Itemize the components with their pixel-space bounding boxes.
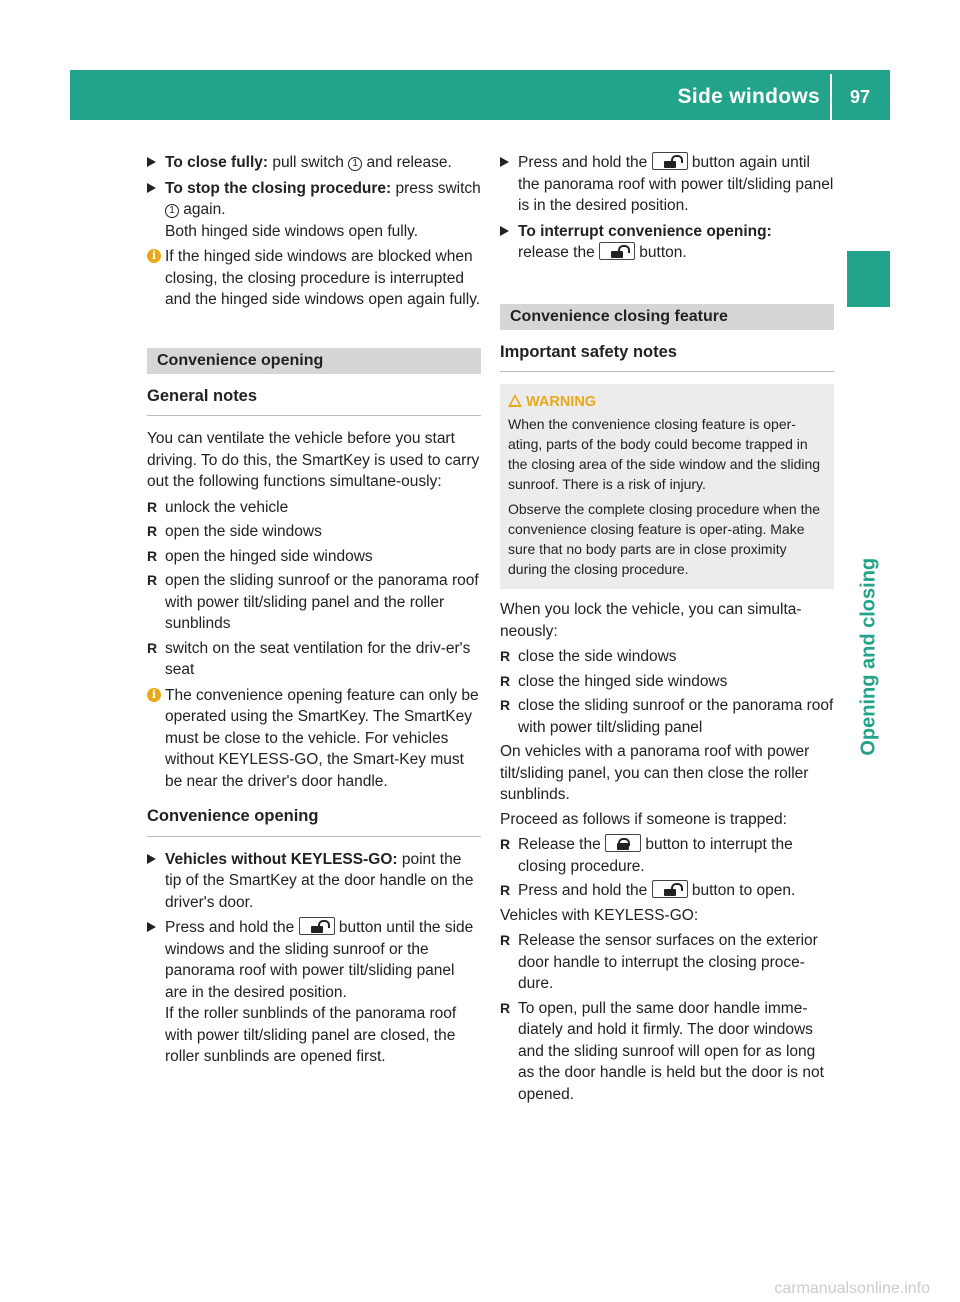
paragraph: Vehicles with KEYLESS-GO: xyxy=(500,906,699,924)
unlock-button-icon xyxy=(599,242,635,260)
info-text: The convenience opening feature can only be operated using the SmartKey. The SmartKey must be close to the vehicle. For vehicles without KEYLESS-GO, the Smart-Key must be near the driver's door handle. xyxy=(165,686,479,790)
step-text: pull switch xyxy=(268,154,349,171)
step-result: If the roller sunblinds of the panorama roof with power tilt/sliding panel are closed, the roller sunblinds are opened first. xyxy=(165,1005,457,1065)
unlock-button-icon xyxy=(299,917,335,935)
switch-number-icon: 1 xyxy=(165,204,179,218)
step-text: press switch xyxy=(391,179,481,197)
lock-button-icon xyxy=(605,834,641,852)
subheading: General notes xyxy=(147,386,481,417)
step-bold: To close fully: xyxy=(165,154,269,171)
header-divider xyxy=(830,74,832,120)
step-text: button until the side windows and the sliding sunroof or the panorama roof with power tilt/sliding panel are in the desired position. xyxy=(165,919,474,1001)
step-bold: Vehicles without KEYLESS-GO: xyxy=(165,850,398,868)
side-tab-marker xyxy=(847,251,890,307)
unlock-button-icon xyxy=(652,880,688,898)
list-item: R close the hinged side windows xyxy=(500,672,728,690)
paragraph: You can ventilate the vehicle before you start driving. To do this, the SmartKey is used to carry out the following functions simultane-ously: xyxy=(147,430,480,490)
info-icon: i xyxy=(147,249,161,263)
list-item: R Release the sensor surfaces on the exterior door handle to interrupt the closing proce-dure. xyxy=(500,932,818,992)
right-column xyxy=(500,152,834,1108)
list-item: R open the hinged side windows xyxy=(147,547,373,565)
warning-title xyxy=(508,392,826,412)
warning-text: Observe the complete closing procedure when the convenience closing feature is oper-ating. Make sure that no body parts are in close proximity during the closing procedure. xyxy=(508,501,821,577)
page-number: 97 xyxy=(849,87,871,107)
left-column xyxy=(147,152,481,1072)
step-text: again. xyxy=(179,201,226,218)
step-close-fully xyxy=(147,152,481,174)
step-text: point the tip of the SmartKey at the door handle on the driver's door. xyxy=(165,850,474,911)
list-item: R close the side windows xyxy=(500,648,677,665)
info-text: If the hinged side windows are blocked when closing, the closing procedure is interrupted and the hinged side windows open again fully. xyxy=(165,248,481,308)
info-note xyxy=(147,246,481,311)
step-bold: To interrupt convenience opening: xyxy=(518,222,772,240)
list-item: R close the sliding sunroof or the panorama roof with power tilt/sliding panel xyxy=(500,697,834,736)
warning-icon xyxy=(508,394,522,407)
step-press-hold xyxy=(147,917,481,1068)
paragraph: When you lock the vehicle, you can simulta-neously: xyxy=(500,601,802,640)
list-item: R open the sliding sunroof or the panorama roof with power tilt/sliding panel and the roller sunblinds xyxy=(147,572,479,632)
step-text: and release. xyxy=(362,154,452,171)
step-text: button. xyxy=(635,244,687,261)
info-icon: i xyxy=(147,688,161,702)
paragraph: Proceed as follows if someone is trapped: xyxy=(500,810,787,828)
step-text: release the xyxy=(518,244,599,261)
step-text: Press and hold the xyxy=(518,154,652,171)
info-note xyxy=(147,685,481,793)
unlock-button-icon xyxy=(652,152,688,170)
list-item: R open the side windows xyxy=(147,523,322,540)
warning-box xyxy=(500,384,834,589)
list-item: R switch on the seat ventilation for the driv-er's seat xyxy=(147,639,471,678)
step-bold: To stop the closing procedure: xyxy=(165,179,392,197)
watermark: carmanualsonline.info xyxy=(774,1280,930,1297)
step-text: button again until the panorama roof with power tilt/sliding panel is in the desired position. xyxy=(518,154,834,214)
section-heading: Convenience closing feature xyxy=(500,304,834,330)
warning-text: When the convenience closing feature is oper-ating, parts of the body could become trapped in the closing area of the side window and the sliding sunroof. There is a risk of injury. xyxy=(508,416,821,492)
step-point-key xyxy=(147,849,481,914)
list-item: R Press and hold the button to open. xyxy=(500,882,796,899)
side-tab-label: Opening and closing xyxy=(856,557,879,756)
list-item: R unlock the vehicle xyxy=(147,498,289,516)
page-header xyxy=(70,70,890,120)
paragraph: On vehicles with a panorama roof with power tilt/sliding panel, you can then close the roller sunblinds. xyxy=(500,743,810,803)
switch-number-icon: 1 xyxy=(348,157,362,171)
side-tab xyxy=(847,316,890,756)
warning-title-text: WARNING xyxy=(526,394,597,410)
header-title: Side windows xyxy=(677,85,820,108)
subheading: Convenience opening xyxy=(147,806,481,837)
subheading: Important safety notes xyxy=(500,342,834,373)
step-interrupt xyxy=(500,221,834,264)
section-heading: Convenience opening xyxy=(147,348,481,374)
step-text: Press and hold the xyxy=(165,919,299,936)
list-item: R To open, pull the same door handle imme-diately and hold it firmly. The door windows and the sliding sunroof will open for as long as the door handle is held but the door is not opened. xyxy=(500,999,824,1103)
step-result: Both hinged side windows open fully. xyxy=(165,222,419,240)
step-press-hold-again xyxy=(500,152,834,217)
list-item: R Release the button to interrupt the closing procedure. xyxy=(500,836,793,875)
step-stop-closing xyxy=(147,178,481,243)
